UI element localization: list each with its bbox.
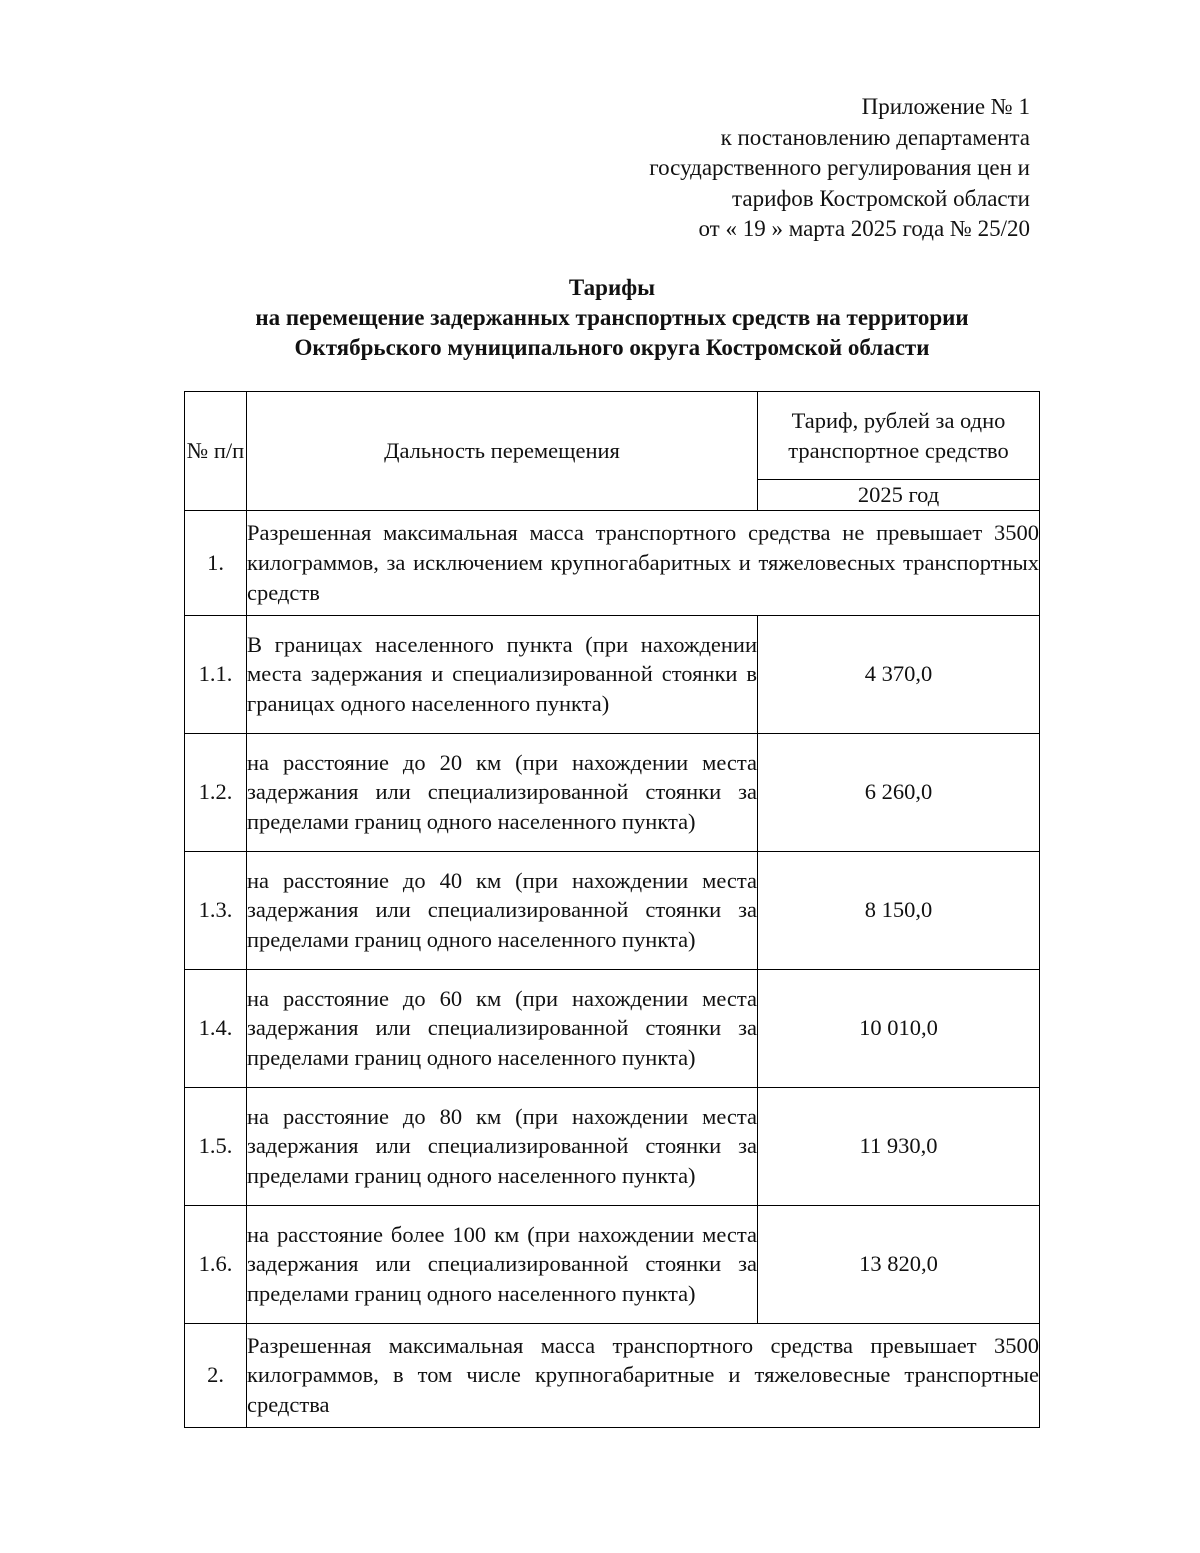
row-text: на расстояние до 80 км (при нахождении места задержания или специализированной стоянки за пределами границ одного населенного пункта) <box>247 1087 758 1205</box>
header-year: 2025 год <box>758 480 1040 511</box>
row-number: 1.1. <box>185 615 247 733</box>
table-header-row <box>185 392 1040 480</box>
row-value: 8 150,0 <box>758 851 1040 969</box>
row-text: на расстояние до 60 км (при нахождении места задержания или специализированной стоянки за пределами границ одного населенного пункта) <box>247 969 758 1087</box>
appendix-block <box>649 92 1030 245</box>
table-row <box>185 510 1040 615</box>
row-value: 13 820,0 <box>758 1205 1040 1323</box>
row-number: 2. <box>185 1323 247 1427</box>
appendix-line: к постановлению департамента <box>720 124 1030 150</box>
row-text: на расстояние до 20 км (при нахождении места задержания или специализированной стоянки за пределами границ одного населенного пункта) <box>247 733 758 851</box>
row-value: 4 370,0 <box>758 615 1040 733</box>
document-title <box>184 273 1040 363</box>
table-row <box>185 851 1040 969</box>
header-distance: Дальность перемещения <box>247 392 758 511</box>
table-row <box>185 1205 1040 1323</box>
row-number: 1. <box>185 510 247 615</box>
section-text: Разрешенная максимальная масса транспортного средства не превышает 3500 килограммов, за исключением крупногабаритных и тяжеловесных транспортных средств <box>247 510 1040 615</box>
row-value: 11 930,0 <box>758 1087 1040 1205</box>
tariffs-table <box>184 391 1040 1428</box>
appendix-line: от « 19 » марта 2025 года № 25/20 <box>698 216 1030 241</box>
appendix-line: государственного регулирования цен и <box>649 155 1030 180</box>
appendix-line: тарифов Костромской области <box>732 185 1030 211</box>
table-row <box>185 615 1040 733</box>
table-row <box>185 1087 1040 1205</box>
row-value: 10 010,0 <box>758 969 1040 1087</box>
row-value: 6 260,0 <box>758 733 1040 851</box>
row-text: на расстояние до 40 км (при нахождении места задержания или специализированной стоянки за пределами границ одного населенного пункта) <box>247 851 758 969</box>
row-number: 1.4. <box>185 969 247 1087</box>
header-tariff: Тариф, рублей за одно транспортное средство <box>758 392 1040 480</box>
row-number: 1.6. <box>185 1205 247 1323</box>
row-text: В границах населенного пункта (при нахождении места задержания и специализированной стоянки в границах одного населенного пункта) <box>247 615 758 733</box>
row-number: 1.5. <box>185 1087 247 1205</box>
row-number: 1.3. <box>185 851 247 969</box>
title-line: Тарифы <box>568 275 656 300</box>
title-line: на перемещение задержанных транспортных средств на территории <box>255 305 969 330</box>
row-number: 1.2. <box>185 733 247 851</box>
table-row <box>185 733 1040 851</box>
appendix-line: Приложение № 1 <box>861 94 1030 119</box>
row-text: на расстояние более 100 км (при нахождении места задержания или специализированной стоянки за пределами границ одного населенного пункта) <box>247 1205 758 1323</box>
table-row <box>185 1323 1040 1427</box>
section-text: Разрешенная максимальная масса транспортного средства превышает 3500 килограммов, в том числе крупногабаритные и тяжеловесные транспортные средства <box>247 1323 1040 1427</box>
title-line: Октябрьского муниципального округа Костромской области <box>294 335 930 360</box>
header-number: № п/п <box>185 392 247 511</box>
table-row <box>185 969 1040 1087</box>
